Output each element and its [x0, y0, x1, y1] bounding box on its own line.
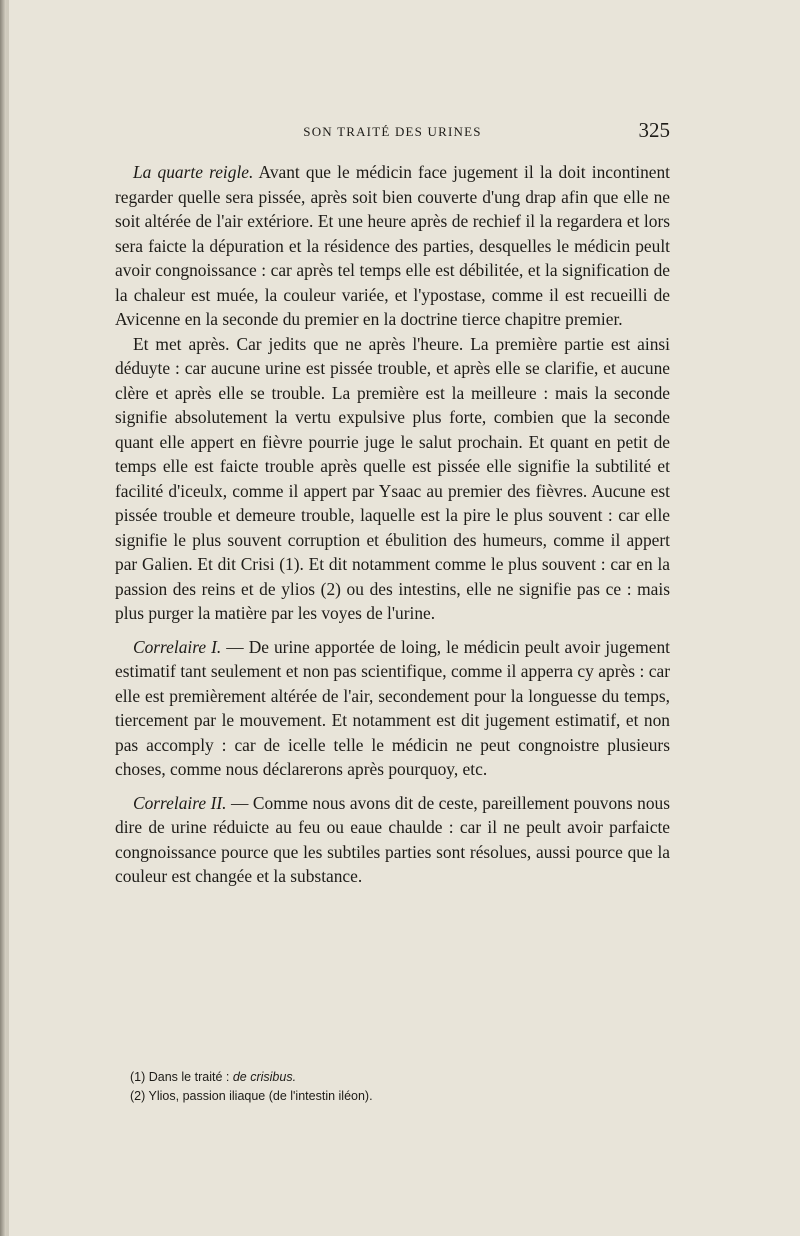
paragraph-met-apres: [115, 332, 670, 626]
footnote-italic: de crisibus.: [232, 1070, 297, 1084]
footnotes: [115, 1068, 670, 1106]
paragraph-lead: Correlaire II.: [133, 792, 227, 813]
paragraph-lead: La quarte reigle.: [133, 162, 254, 182]
footnote-text: (1) Dans le traité :: [130, 1070, 233, 1084]
paragraph-quarte-reigle: [115, 160, 670, 332]
page-number: 325: [638, 118, 670, 142]
body-text: [115, 160, 670, 889]
paragraph-correlaire-2: [115, 791, 670, 889]
running-head: [115, 118, 670, 146]
paragraph-lead: Correlaire I.: [133, 636, 222, 657]
paragraph-text: — De urine apportée de loing, le médicin peult avoir jugement estimatif tant seulement et non pas scientifique, comme il apperra cy après : car elle est premièrement altérée de l'air, secondement pour la longuesse du temps, tiercement par le mouvement. Et notamment est dit jugement estimatif, et non pas accomply : car de icelle telle le médicin ne peut congnoistre plusieurs choses, comme nous déclarerons après pourquoy, etc.: [115, 636, 671, 779]
footnote-1: [115, 1068, 670, 1087]
paragraph-text: — Comme nous avons dit de ceste, pareillement pouvons nous dire de urine réduicte au feu ou eaue chaulde : car il ne peult avoir parfaicte congnoissance pource que les subtiles parties sont résolues, aussi pource que la couleur est changée et la substance.: [115, 792, 670, 886]
paragraph-correlaire-1: [115, 635, 670, 782]
footnote-2: (2) Ylios, passion iliaque (de l'intestin iléon).: [130, 1089, 373, 1103]
paragraph-text: Avant que le médicin face jugement il la doit incontinent regarder quelle sera pissée, après soit bien couverte d'ung drap afin que elle ne soit altérée de l'air extériore. Et une heure après de rechief il la regardera et lors sera faicte la dépuration et la résidence des parties, desquelles le médicin peult avoir congnoissance : car après tel temps elle est débilitée, et la signification de la chaleur est muée, la couleur variée, et l'ypostase, comme il est recueilli de Avicenne en la seconde du premier en la doctrine tierce chapitre premier.: [115, 162, 671, 329]
running-title: SON TRAITÉ DES URINES: [303, 124, 482, 139]
page-edge-shadow: [6, 0, 9, 1236]
paragraph-text: Et met après. Car jedits que ne après l'heure. La première partie est ainsi déduyte : car aucune urine est pissée trouble, et après elle se clarifie, et aucune clère et après elle se trouble. La première est la meilleure : mais la seconde signifie absolutement la vertu expulsive plus forte, combien que la seconde quant elle appert en fièvre pourrie juge le salut prochain. Et quant en petit de temps elle est faicte trouble après quelle est pissée elle signifie la subtilité et facilité d'iceulx, comme il appert par Ysaac au premier des fièvres. Aucune est pissée trouble et demeure trouble, laquelle est la pire le plus souvent : car elle signifie le plus souvent corruption et ébulition des humeurs, comme il appert par Galien. Et dit Crisi (1). Et dit notamment comme le plus souvent : car en la passion des reins et de ylios (2) ou des intestins, elle ne signifie pas ce : mais plus purger la matière par les voyes de l'urine.: [115, 333, 670, 623]
